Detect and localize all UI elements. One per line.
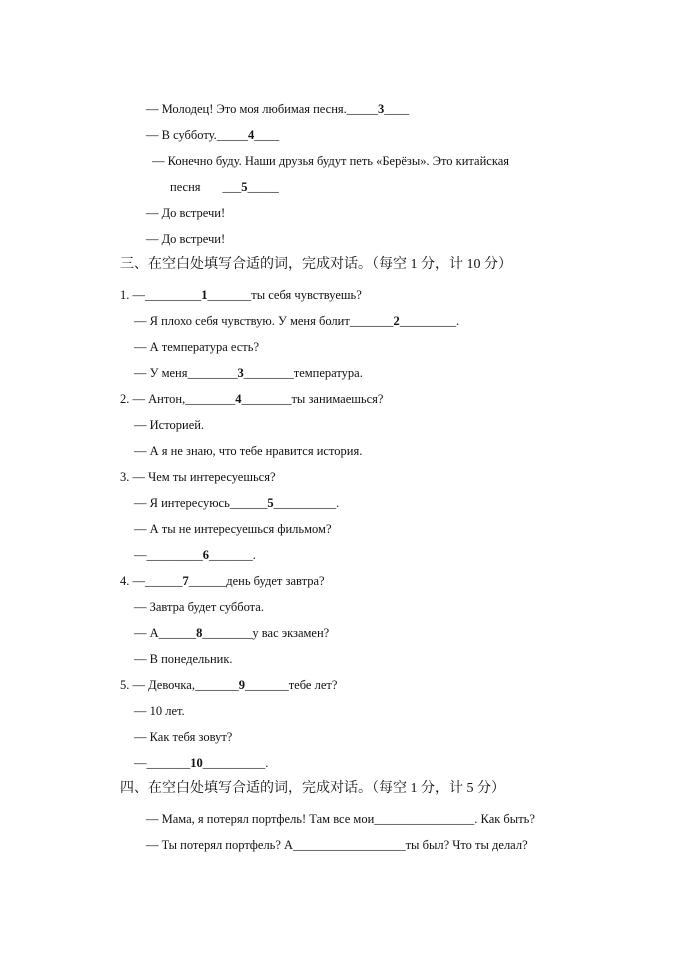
- line-text: песня: [170, 180, 201, 194]
- section-heading: 四、在空白处填写合适的词，完成对话。（每空 1 分，计 5 分）: [120, 781, 505, 796]
- dialogue-line: [146, 101, 409, 117]
- line-end: . Как быть?: [474, 812, 535, 826]
- line-text: — Конечно буду. Наши друзья будут петь «Берёзы». Это китайская: [152, 154, 509, 168]
- line-text: — Я плохо себя чувствую. У меня болит: [134, 314, 350, 328]
- line-text: — До встречи!: [146, 232, 226, 246]
- line-prefix: — А: [134, 626, 159, 640]
- blank: ________: [185, 392, 236, 406]
- dialogue-line: [120, 677, 337, 693]
- line-text: тебе лет?: [288, 678, 338, 692]
- line-text: — Ты потерял портфель? А: [146, 838, 294, 852]
- dialogue-line: [134, 599, 264, 615]
- dialogue-line: [146, 127, 279, 143]
- dialogue-line: [146, 231, 225, 247]
- dialogue-line: [120, 287, 362, 303]
- line-prefix: 1. —: [120, 288, 145, 302]
- blank-number: 6: [202, 548, 209, 562]
- line-prefix: —: [134, 548, 147, 562]
- dialogue-line: [134, 625, 329, 641]
- dialogue-line: [134, 443, 362, 459]
- blank: _______: [194, 678, 239, 692]
- blank: __________: [273, 496, 337, 510]
- line-text: — А ты не интересуешься фильмом?: [134, 522, 332, 536]
- line-prefix: 4. —: [120, 574, 145, 588]
- line-text: ты себя чувствуешь?: [251, 288, 362, 302]
- line-prefix: 2. — Антон,: [120, 392, 186, 406]
- line-end: .: [456, 314, 460, 328]
- line-prefix: —: [134, 756, 147, 770]
- blank-number: 7: [182, 574, 189, 588]
- blank: _________: [399, 314, 457, 328]
- line-prefix: 5. — Девочка,: [120, 678, 195, 692]
- blank: ______: [229, 496, 268, 510]
- line-text: — 10 лет.: [134, 704, 185, 718]
- line-end: ты был? Что ты делал?: [405, 838, 528, 852]
- dialogue-line: [134, 521, 332, 537]
- line-text: день будет завтра?: [226, 574, 325, 588]
- blank-number: 4: [235, 392, 242, 406]
- blank-number: 10: [190, 756, 203, 770]
- dialogue-line: [146, 811, 535, 827]
- blank: ____: [384, 102, 410, 116]
- line-text: — Мама, я потерял портфель! Там все мои: [146, 812, 375, 826]
- blank-number: 5: [267, 496, 274, 510]
- dialogue-line: [134, 365, 363, 381]
- dialogue-line: [152, 153, 509, 169]
- blank: ______: [145, 574, 183, 588]
- line-text: у вас экзамен?: [252, 626, 330, 640]
- line-text: — До встречи!: [146, 206, 226, 220]
- blank: _______: [209, 548, 253, 562]
- blank: _____: [346, 102, 379, 116]
- dialogue-line: [134, 547, 256, 563]
- blank: _______: [207, 288, 252, 302]
- dialogue-line: [134, 755, 268, 771]
- dialogue-line: [134, 339, 259, 355]
- blank-number: 2: [393, 314, 400, 328]
- blank: ________: [187, 366, 238, 380]
- blank-number: 3: [378, 102, 385, 116]
- dialogue-line: [170, 179, 279, 195]
- blank: ________: [202, 626, 253, 640]
- blank: _______: [146, 756, 191, 770]
- dialogue-line: [120, 573, 325, 589]
- blank-number: 5: [241, 180, 248, 194]
- blank: _______: [349, 314, 394, 328]
- line-text: — Завтра будет суббота.: [134, 600, 264, 614]
- line-end: температура.: [293, 366, 363, 380]
- blank: ____: [254, 128, 280, 142]
- blank: ______: [158, 626, 197, 640]
- dialogue-line: [134, 729, 232, 745]
- line-text: — А температура есть?: [134, 340, 259, 354]
- line-end: .: [336, 496, 340, 510]
- blank: _______: [244, 678, 289, 692]
- dialogue-line: [120, 469, 276, 485]
- line-text: — А я не знаю, что тебе нравится история.: [134, 444, 363, 458]
- line-text: — В понедельник.: [134, 652, 233, 666]
- blank: _____: [216, 128, 249, 142]
- line-text: — Историей.: [134, 418, 205, 432]
- dialogue-line: [146, 205, 225, 221]
- line-end: .: [252, 548, 256, 562]
- blank-number: 1: [201, 288, 208, 302]
- blank: ________________: [374, 812, 475, 826]
- blank-number: 3: [237, 366, 244, 380]
- line-text: — У меня: [134, 366, 188, 380]
- blank: ________: [241, 392, 292, 406]
- line-text: 3. — Чем ты интересуешься?: [120, 470, 276, 484]
- dialogue-line: [120, 391, 383, 407]
- line-text: — Как тебя зовут?: [134, 730, 233, 744]
- line-text: — В субботу.: [146, 128, 217, 142]
- blank-number: 4: [248, 128, 255, 142]
- blank: ________: [243, 366, 294, 380]
- blank-number: 8: [196, 626, 203, 640]
- blank: ___: [222, 180, 242, 194]
- line-text: ты занимаешься?: [291, 392, 384, 406]
- section-heading: 三、在空白处填写合适的词，完成对话。（每空 1 分，计 10 分）: [120, 257, 512, 272]
- line-text: — Молодец! Это моя любимая песня.: [146, 102, 347, 116]
- line-text: — Я интересуюсь: [134, 496, 230, 510]
- blank: __________________: [293, 838, 406, 852]
- dialogue-line: [134, 651, 233, 667]
- line-end: .: [265, 756, 269, 770]
- blank-number: 9: [238, 678, 245, 692]
- dialogue-line: [134, 417, 204, 433]
- dialogue-line: [134, 495, 339, 511]
- blank: _________: [146, 548, 203, 562]
- blank: _____: [247, 180, 279, 194]
- dialogue-line: [146, 837, 528, 853]
- blank: ______: [188, 574, 227, 588]
- blank: __________: [202, 756, 266, 770]
- dialogue-line: [134, 703, 185, 719]
- blank: _________: [145, 288, 202, 302]
- dialogue-line: [134, 313, 459, 329]
